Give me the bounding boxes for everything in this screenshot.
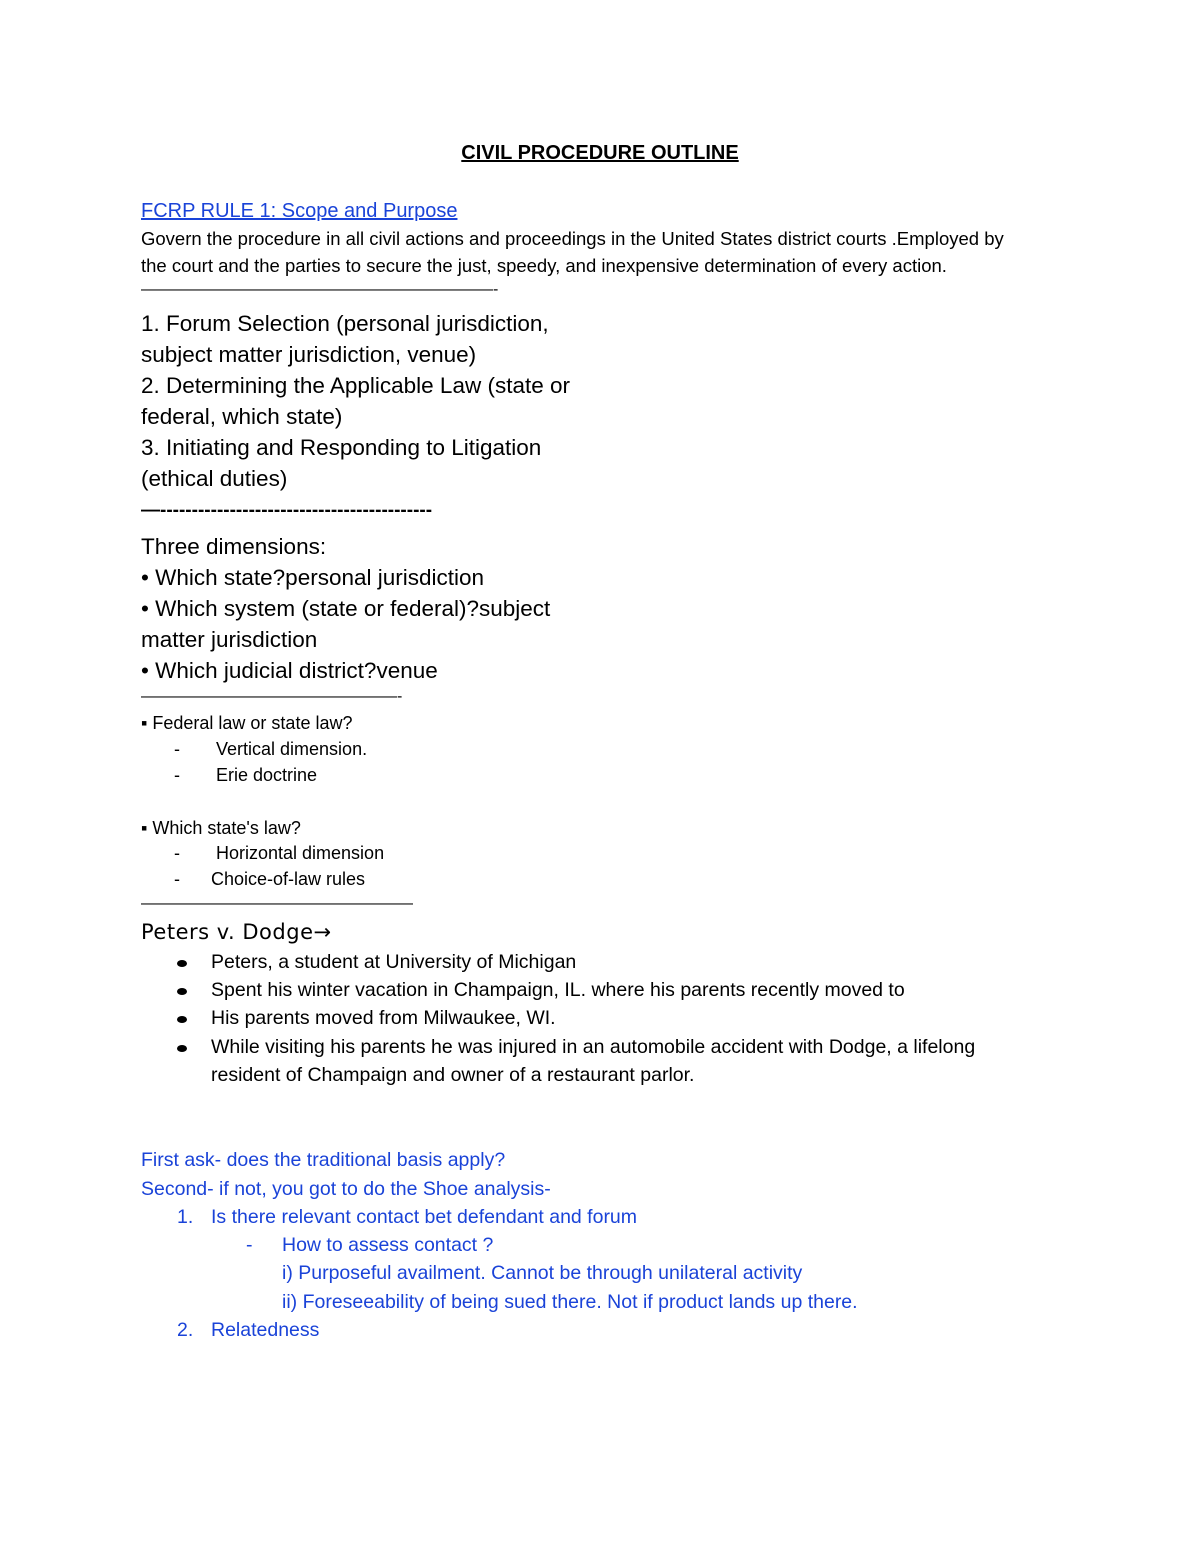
law-question-2: ▪ Which state's law? [141, 818, 301, 838]
rule1-body-line1: Govern the procedure in all civil actions and proceedings in the United States district courts .Employed by [141, 228, 1004, 249]
topic-line: 1. Forum Selection (personal jurisdiction, [141, 311, 549, 336]
bullet-icon [177, 1016, 187, 1023]
law-item: Horizontal dimension [216, 843, 385, 863]
separator-1: ——————————————————————- [141, 281, 499, 298]
case-bullet-continuation: resident of Champaign and owner of a restaurant parlor. [211, 1064, 695, 1086]
page-title: CIVIL PROCEDURE OUTLINE [461, 142, 739, 164]
rule1-heading-link[interactable]: FCRP RULE 1: Scope and Purpose [141, 200, 458, 222]
list-number: 2. [177, 1319, 194, 1341]
case-bullet: His parents moved from Milwaukee, WI. [211, 1007, 556, 1029]
topic-line: subject matter jurisdiction, venue) [141, 342, 477, 367]
topic-line: 2. Determining the Applicable Law (state or [141, 373, 570, 398]
dash-marker: - [174, 739, 180, 759]
analysis-sub-item-i: i) Purposeful availment. Cannot be through unilateral activity [282, 1262, 803, 1284]
law-item: Choice-of-law rules [211, 869, 366, 889]
dimension-line: matter jurisdiction [141, 627, 318, 652]
bullet-icon [177, 1045, 187, 1052]
law-item: Vertical dimension. [216, 739, 368, 759]
dash-marker: - [174, 869, 180, 889]
dash-marker: - [174, 765, 180, 785]
separator-2: —------------------------------------------- [141, 500, 433, 521]
law-item: Erie doctrine [216, 765, 318, 785]
list-number: 1. [177, 1206, 194, 1228]
bullet-icon [177, 960, 187, 967]
case-bullet: Spent his winter vacation in Champaign, IL. where his parents recently moved to [211, 979, 905, 1001]
dimension-line: • Which state?personal jurisdiction [141, 565, 485, 590]
dimensions-heading: Three dimensions: [141, 534, 327, 559]
dash-marker: - [174, 843, 180, 863]
case-bullet: Peters, a student at University of Michigan [211, 951, 577, 973]
analysis-item-1: Is there relevant contact bet defendant and forum [211, 1206, 638, 1228]
rule1-body-line2: the court and the parties to secure the just, speedy, and inexpensive determination of every action. [141, 255, 947, 276]
dimension-line: • Which judicial district?venue [141, 658, 438, 683]
analysis-item-2: Relatedness [211, 1319, 320, 1341]
analysis-line-2: Second- if not, you got to do the Shoe analysis- [141, 1178, 551, 1200]
separator-3: ————————————————- [141, 688, 403, 705]
analysis-sub-item-ii: ii) Foreseeability of being sued there. Not if product lands up there. [282, 1291, 858, 1313]
analysis-line-1: First ask- does the traditional basis apply? [141, 1149, 506, 1171]
topic-line: federal, which state) [141, 404, 343, 429]
analysis-sub-item: How to assess contact ? [282, 1234, 494, 1256]
law-question-1: ▪ Federal law or state law? [141, 713, 353, 733]
topic-line: (ethical duties) [141, 466, 288, 491]
case-bullet: While visiting his parents he was injured in an automobile accident with Dodge, a lifelong [211, 1036, 976, 1058]
dimension-line: • Which system (state or federal)?subject [141, 596, 551, 621]
case-heading: Peters v. Dodge→ [141, 920, 332, 944]
bullet-icon [177, 988, 187, 995]
separator-4: ————————————————— [141, 895, 413, 912]
dash-marker: - [246, 1234, 253, 1256]
topic-line: 3. Initiating and Responding to Litigation [141, 435, 542, 460]
